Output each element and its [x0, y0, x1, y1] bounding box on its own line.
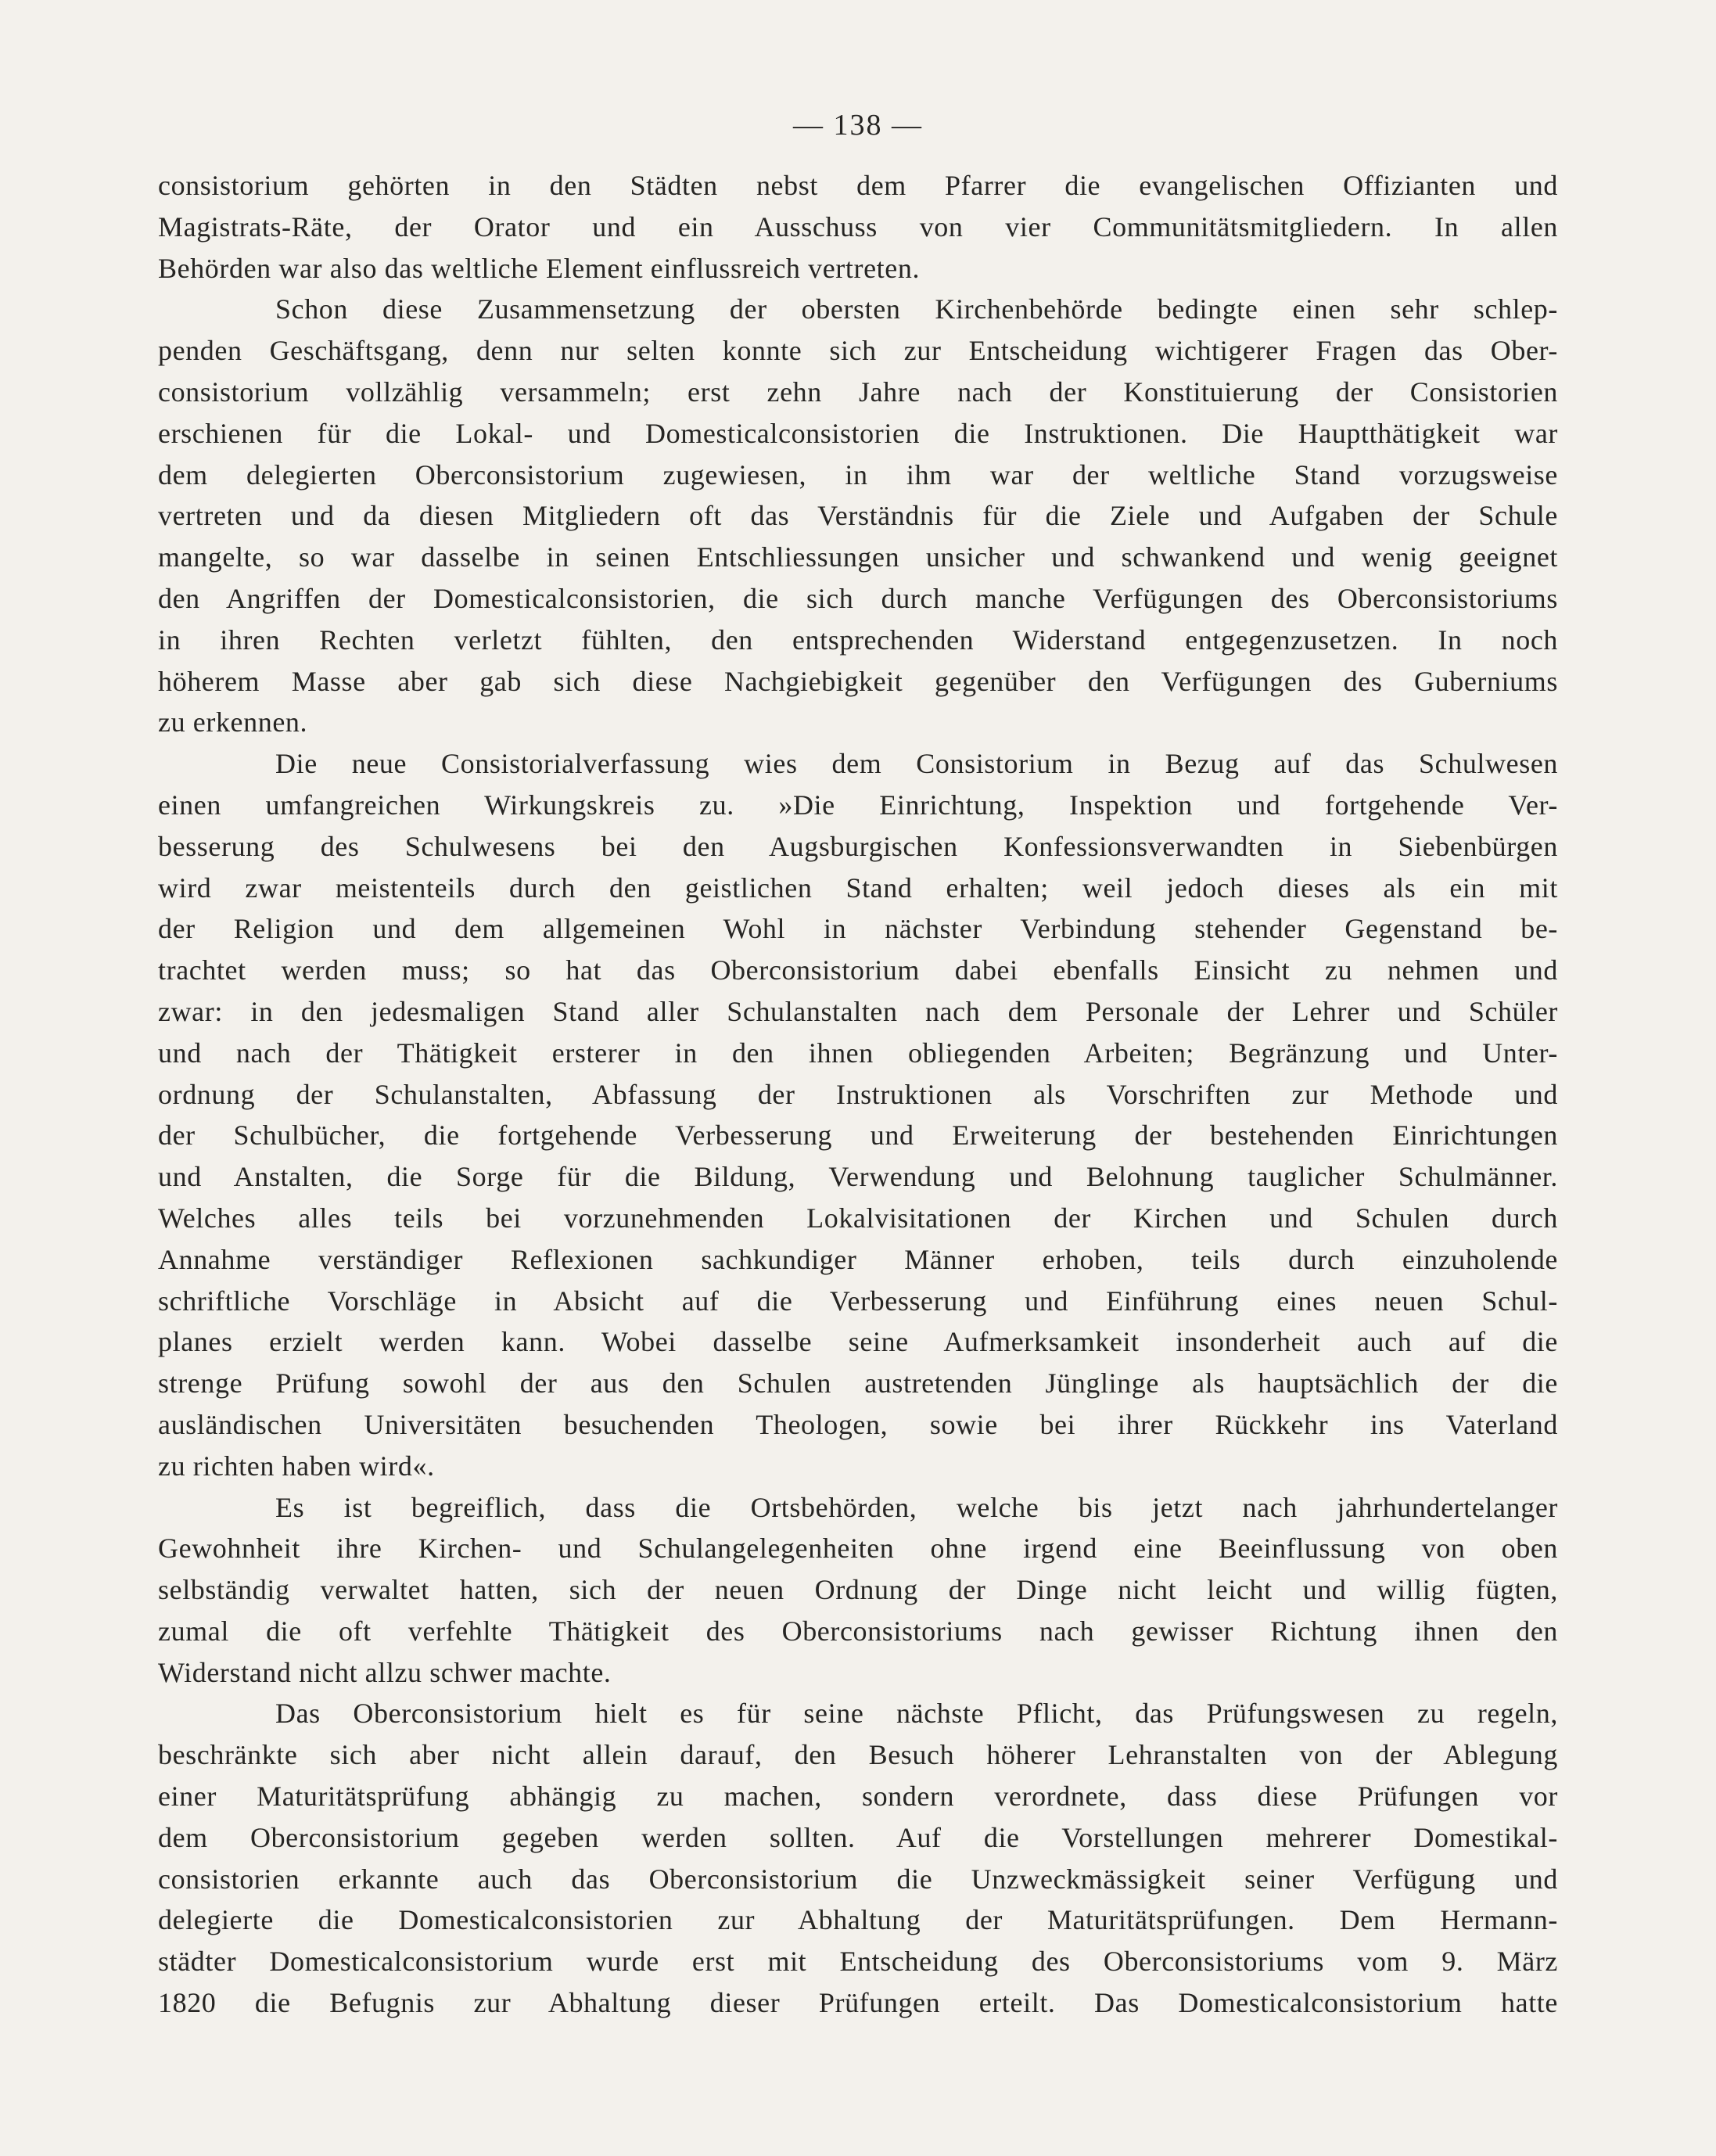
text-line: 1820 die Befugnis zur Abhaltung dieser Prüfungen erteilt. Das Domesticalconsistorium hatte: [158, 1987, 1558, 2019]
paragraph: [158, 289, 1558, 743]
text-line: erschienen für die Lokal- und Domesticalconsistorien die Instruktionen. Die Hauptthätigkeit war: [158, 417, 1558, 449]
paragraph: [158, 1487, 1558, 1694]
text-line: zwar: in den jedesmaligen Stand aller Schulanstalten nach dem Personale der Lehrer und Schüler: [158, 995, 1558, 1027]
text-line: delegierte die Domesticalconsistorien zur Abhaltung der Maturitätsprüfungen. Dem Hermann-: [158, 1904, 1558, 1936]
text-line: ausländischen Universitäten besuchenden Theologen, sowie bei ihrer Rückkehr ins Vaterland: [158, 1408, 1558, 1440]
text-line: Gewohnheit ihre Kirchen- und Schulangelegenheiten ohne irgend eine Beeinflussung von oben: [158, 1533, 1558, 1565]
text-line: schriftliche Vorschläge in Absicht auf die Verbesserung und Einführung eines neuen Schul-: [158, 1285, 1558, 1317]
text-line: Widerstand nicht allzu schwer machte.: [158, 1656, 612, 1688]
text-line: strenge Prüfung sowohl der aus den Schulen austretenden Jünglinge als hauptsächlich der die: [158, 1367, 1558, 1400]
text-line: beschränkte sich aber nicht allein darauf, den Besuch höherer Lehranstalten von der Ablegung: [158, 1739, 1558, 1771]
text-line: dem delegierten Oberconsistorium zugewiesen, in ihm war der weltliche Stand vorzugsweise: [158, 458, 1558, 490]
text-line: selbständig verwaltet hatten, sich der neuen Ordnung der Dinge nicht leicht und willig fügten,: [158, 1574, 1558, 1606]
text-line: einer Maturitätsprüfung abhängig zu machen, sondern verordnete, dass diese Prüfungen vor: [158, 1780, 1558, 1813]
text-line: zu erkennen.: [158, 706, 308, 738]
text-line: und Anstalten, die Sorge für die Bildung, Verwendung und Belohnung tauglicher Schulmänner.: [158, 1161, 1558, 1193]
text-line: der Schulbücher, die fortgehende Verbesserung und Erweiterung der bestehenden Einrichtungen: [158, 1119, 1558, 1152]
text-line: in ihren Rechten verletzt fühlten, den entsprechenden Widerstand entgegenzusetzen. In noch: [158, 623, 1558, 656]
text-line: mangelte, so war dasselbe in seinen Entschliessungen unsicher und schwankend und wenig geeignet: [158, 541, 1558, 573]
text-line: und nach der Thätigkeit ersterer in den ihnen obliegenden Arbeiten; Begränzung und Unter-: [158, 1037, 1558, 1069]
text-line: planes erzielt werden kann. Wobei dasselbe seine Aufmerksamkeit insonderheit auch auf die: [158, 1326, 1558, 1358]
text-line: ordnung der Schulanstalten, Abfassung der Instruktionen als Vorschriften zur Methode und: [158, 1078, 1558, 1110]
text-line: Es ist begreiflich, dass die Ortsbehörden, welche bis jetzt nach jahrhundertelanger: [275, 1491, 1558, 1523]
text-line: Behörden war also das weltliche Element einflussreich vertreten.: [158, 252, 921, 284]
text-line: Die neue Consistorialverfassung wies dem Consistorium in Bezug auf das Schulwesen: [275, 748, 1558, 780]
text-line: Schon diese Zusammensetzung der obersten Kirchenbehörde bedingte einen sehr schlep-: [275, 293, 1558, 325]
text-line: wird zwar meistenteils durch den geistlichen Stand erhalten; weil jedoch dieses als ein mit: [158, 871, 1558, 904]
text-line: penden Geschäftsgang, denn nur selten konnte sich zur Entscheidung wichtigerer Fragen das Ober-: [158, 335, 1558, 367]
text-line: Welches alles teils bei vorzunehmenden Lokalvisitationen der Kirchen und Schulen durch: [158, 1202, 1558, 1234]
paragraph: [158, 743, 1558, 1486]
text-line: consistorium vollzählig versammeln; erst zehn Jahre nach der Konstituierung der Consistorien: [158, 376, 1558, 408]
page-number: — 138 —: [793, 109, 923, 142]
text-line: Das Oberconsistorium hielt es für seine nächste Pflicht, das Prüfungswesen zu regeln,: [275, 1698, 1558, 1730]
text-line: Annahme verständiger Reflexionen sachkundiger Männer erhoben, teils durch einzuholende: [158, 1243, 1558, 1275]
text-line: einen umfangreichen Wirkungskreis zu. »Die Einrichtung, Inspektion und fortgehende Ver-: [158, 789, 1558, 821]
text-line: zu richten haben wird«.: [158, 1450, 435, 1482]
document-body: [158, 165, 1558, 2024]
paragraph: [158, 1693, 1558, 2023]
text-line: städter Domesticalconsistorium wurde erst mit Entscheidung des Oberconsistoriums vom 9. März: [158, 1946, 1558, 1978]
text-line: der Religion und dem allgemeinen Wohl in nächster Verbindung stehender Gegenstand be-: [158, 913, 1558, 945]
text-line: consistorium gehörten in den Städten nebst dem Pfarrer die evangelischen Offizianten und: [158, 170, 1558, 201]
text-line: trachtet werden muss; so hat das Oberconsistorium dabei ebenfalls Einsicht zu nehmen und: [158, 954, 1558, 986]
text-line: den Angriffen der Domesticalconsistorien, die sich durch manche Verfügungen des Oberconsistoriums: [158, 582, 1558, 614]
text-line: höherem Masse aber gab sich diese Nachgiebigkeit gegenüber den Verfügungen des Guberniums: [158, 665, 1558, 697]
text-line: Magistrats-Räte, der Orator und ein Ausschuss von vier Communitätsmitgliedern. In allen: [158, 210, 1558, 243]
text-line: zumal die oft verfehlte Thätigkeit des Oberconsistoriums nach gewisser Richtung ihnen den: [158, 1615, 1558, 1647]
text-line: besserung des Schulwesens bei den Augsburgischen Konfessionsverwandten in Siebenbürgen: [158, 830, 1558, 862]
text-line: vertreten und da diesen Mitgliedern oft das Verständnis für die Ziele und Aufgaben der Schule: [158, 500, 1558, 532]
text-line: consistorien erkannte auch das Oberconsistorium die Unzweckmässigkeit seiner Verfügung und: [158, 1863, 1558, 1895]
text-line: dem Oberconsistorium gegeben werden sollten. Auf die Vorstellungen mehrerer Domestikal-: [158, 1821, 1558, 1853]
paragraph: [158, 165, 1558, 289]
